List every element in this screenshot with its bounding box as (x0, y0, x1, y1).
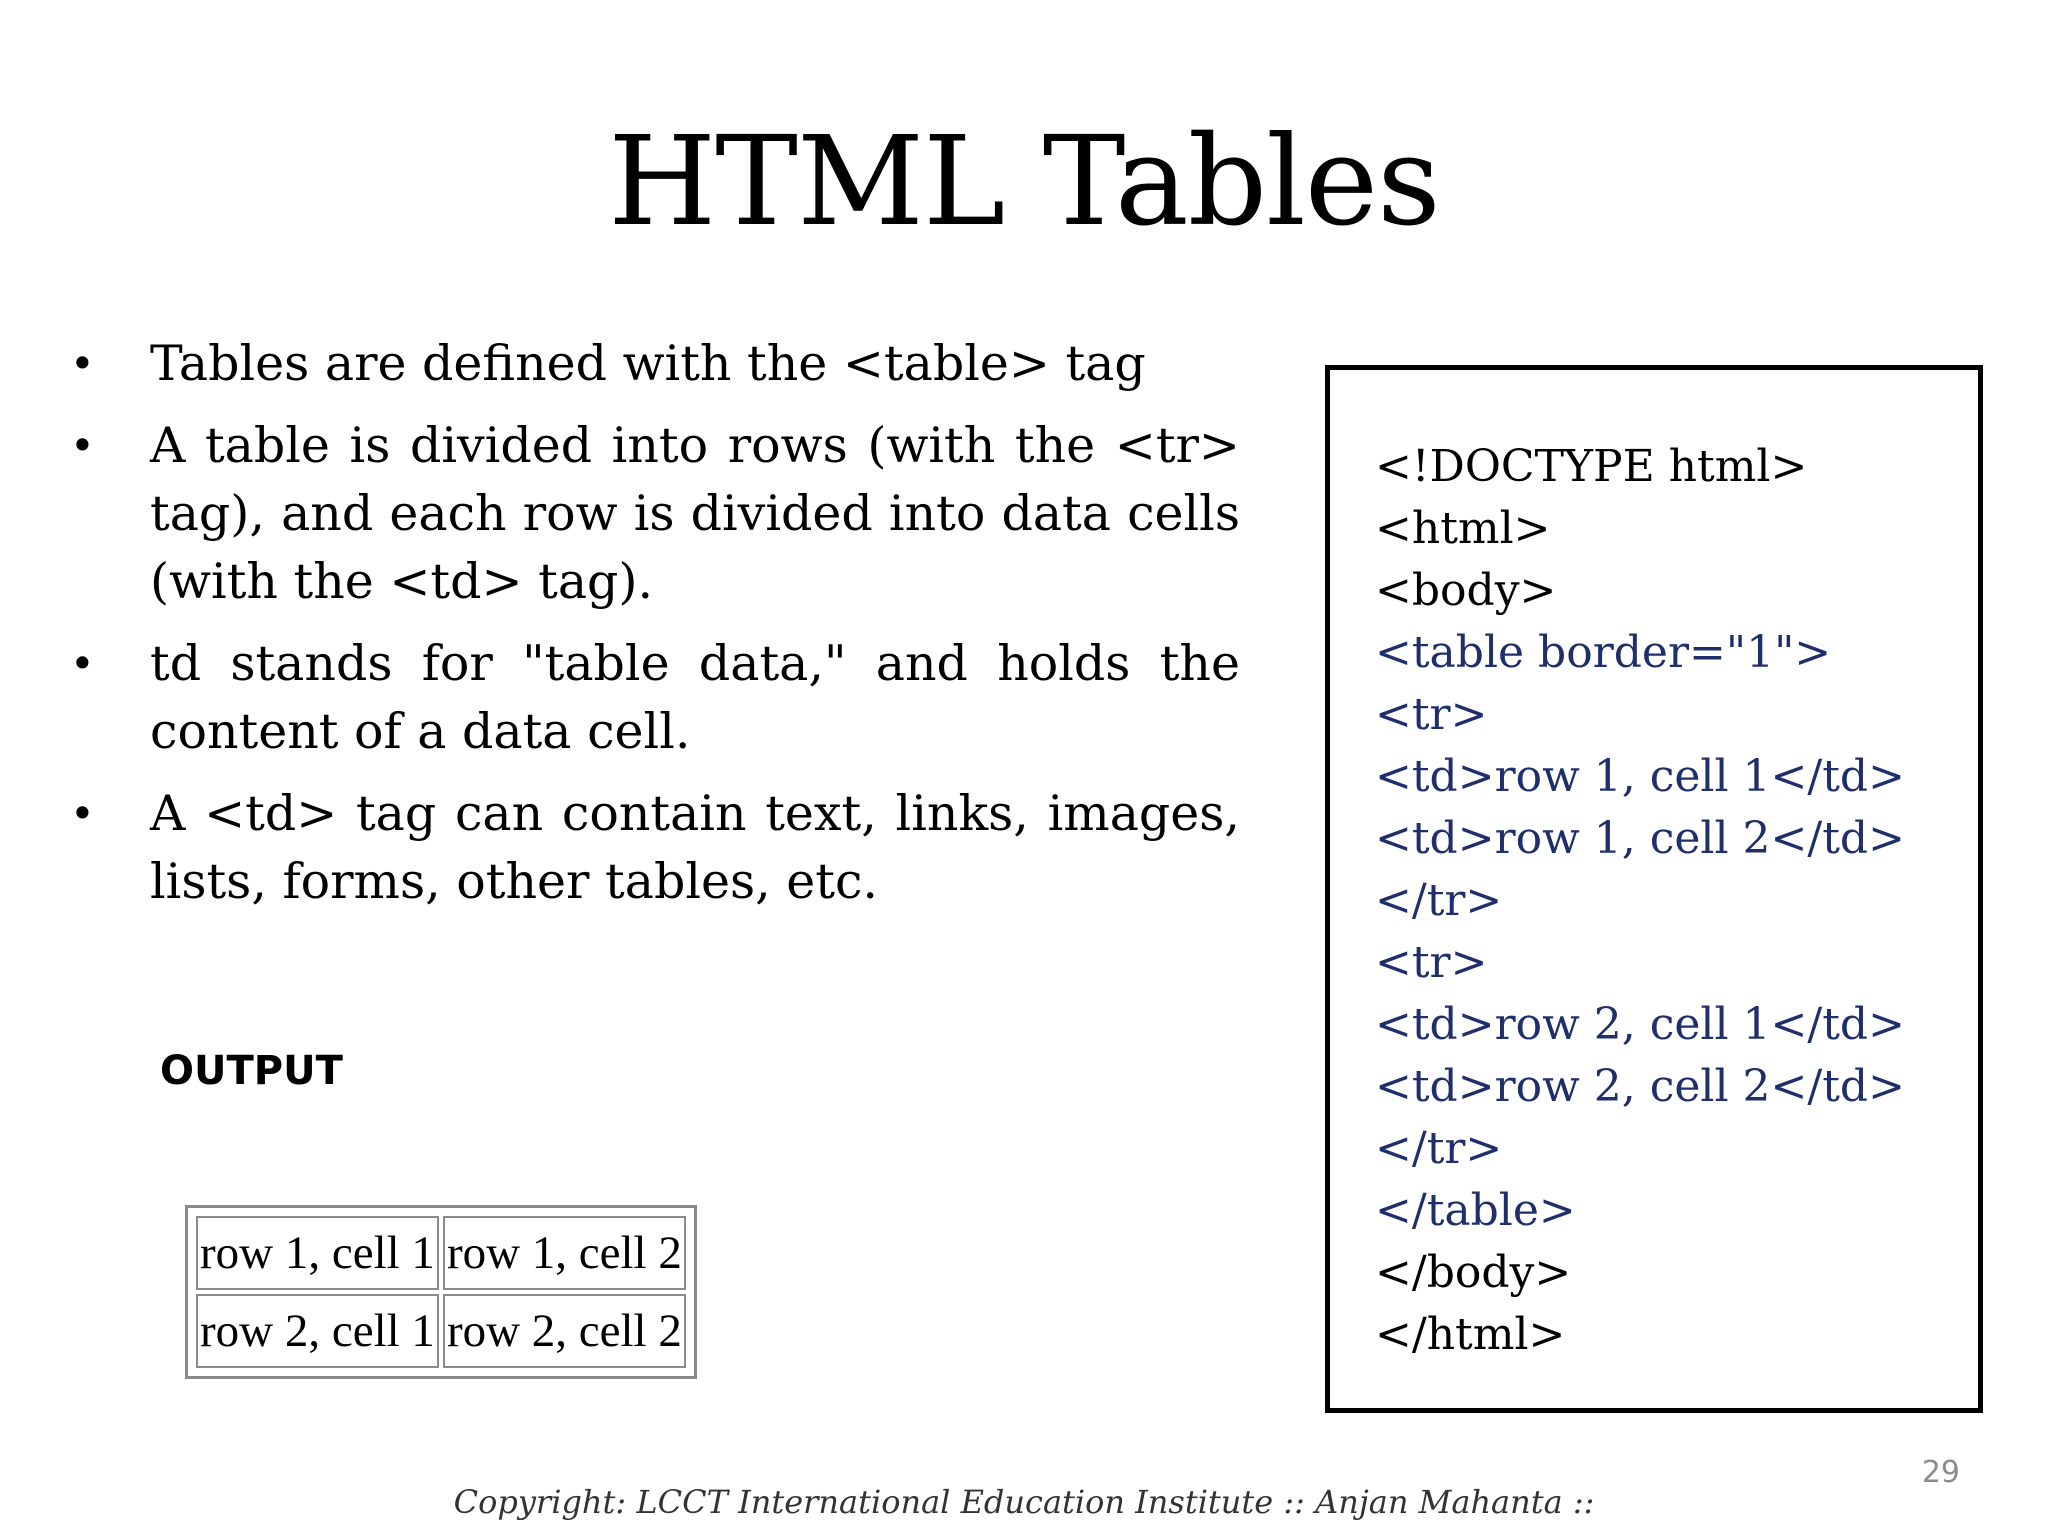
bullet-item (70, 630, 1240, 766)
output-label: OUTPUT (160, 1048, 343, 1094)
bullet-item (70, 330, 1240, 398)
page-number: 29 (1921, 1455, 1960, 1490)
code-line: <td>row 1, cell 1</td> (1375, 751, 1905, 802)
code-example-box (1325, 365, 1983, 1413)
code-line: <td>row 2, cell 1</td> (1375, 999, 1905, 1050)
code-line: <tr> (1375, 937, 1488, 988)
output-table-frame (185, 1205, 697, 1379)
code-line: </body> (1375, 1247, 1572, 1298)
table-cell: row 1, cell 2 (443, 1216, 686, 1290)
output-table (192, 1212, 690, 1372)
code-line: <td>row 2, cell 2</td> (1375, 1061, 1905, 1112)
table-row (196, 1216, 686, 1290)
code-line: </table> (1375, 1185, 1576, 1236)
code-line: <tr> (1375, 689, 1488, 740)
bullet-marker: • (70, 639, 95, 688)
code-line: </tr> (1375, 1123, 1503, 1174)
code-line: </tr> (1375, 875, 1503, 926)
bullet-text: td stands for "table data," and holds the content of a data cell. (150, 635, 1240, 760)
code-lines (1375, 436, 1905, 1366)
code-line: <table border="1"> (1375, 627, 1832, 678)
bullet-text: A table is divided into rows (with the <tr> tag), and each row is divided into data cells (with the <td> tag). (150, 417, 1240, 610)
bullet-marker: • (70, 789, 95, 838)
bullet-text: A <td> tag can contain text, links, images, lists, forms, other tables, etc. (150, 785, 1240, 910)
table-cell: row 1, cell 1 (196, 1216, 439, 1290)
table-cell: row 2, cell 2 (443, 1294, 686, 1368)
bullet-text: Tables are defined with the <table> tag (150, 335, 1146, 392)
table-cell: row 2, cell 1 (196, 1294, 439, 1368)
table-row (196, 1294, 686, 1368)
code-line: <body> (1375, 565, 1557, 616)
copyright-footer: Copyright: LCCT International Education Institute :: Anjan Mahanta :: (453, 1483, 1595, 1521)
code-line: </html> (1375, 1309, 1566, 1360)
slide-title: HTML Tables (608, 110, 1440, 254)
bullet-item (70, 412, 1240, 616)
bullet-item (70, 780, 1240, 916)
code-line: <td>row 1, cell 2</td> (1375, 813, 1905, 864)
code-line: <html> (1375, 503, 1551, 554)
bullet-marker: • (70, 421, 95, 470)
bullet-marker: • (70, 339, 95, 388)
code-line: <!DOCTYPE html> (1375, 441, 1808, 492)
bullet-list (70, 330, 1240, 930)
